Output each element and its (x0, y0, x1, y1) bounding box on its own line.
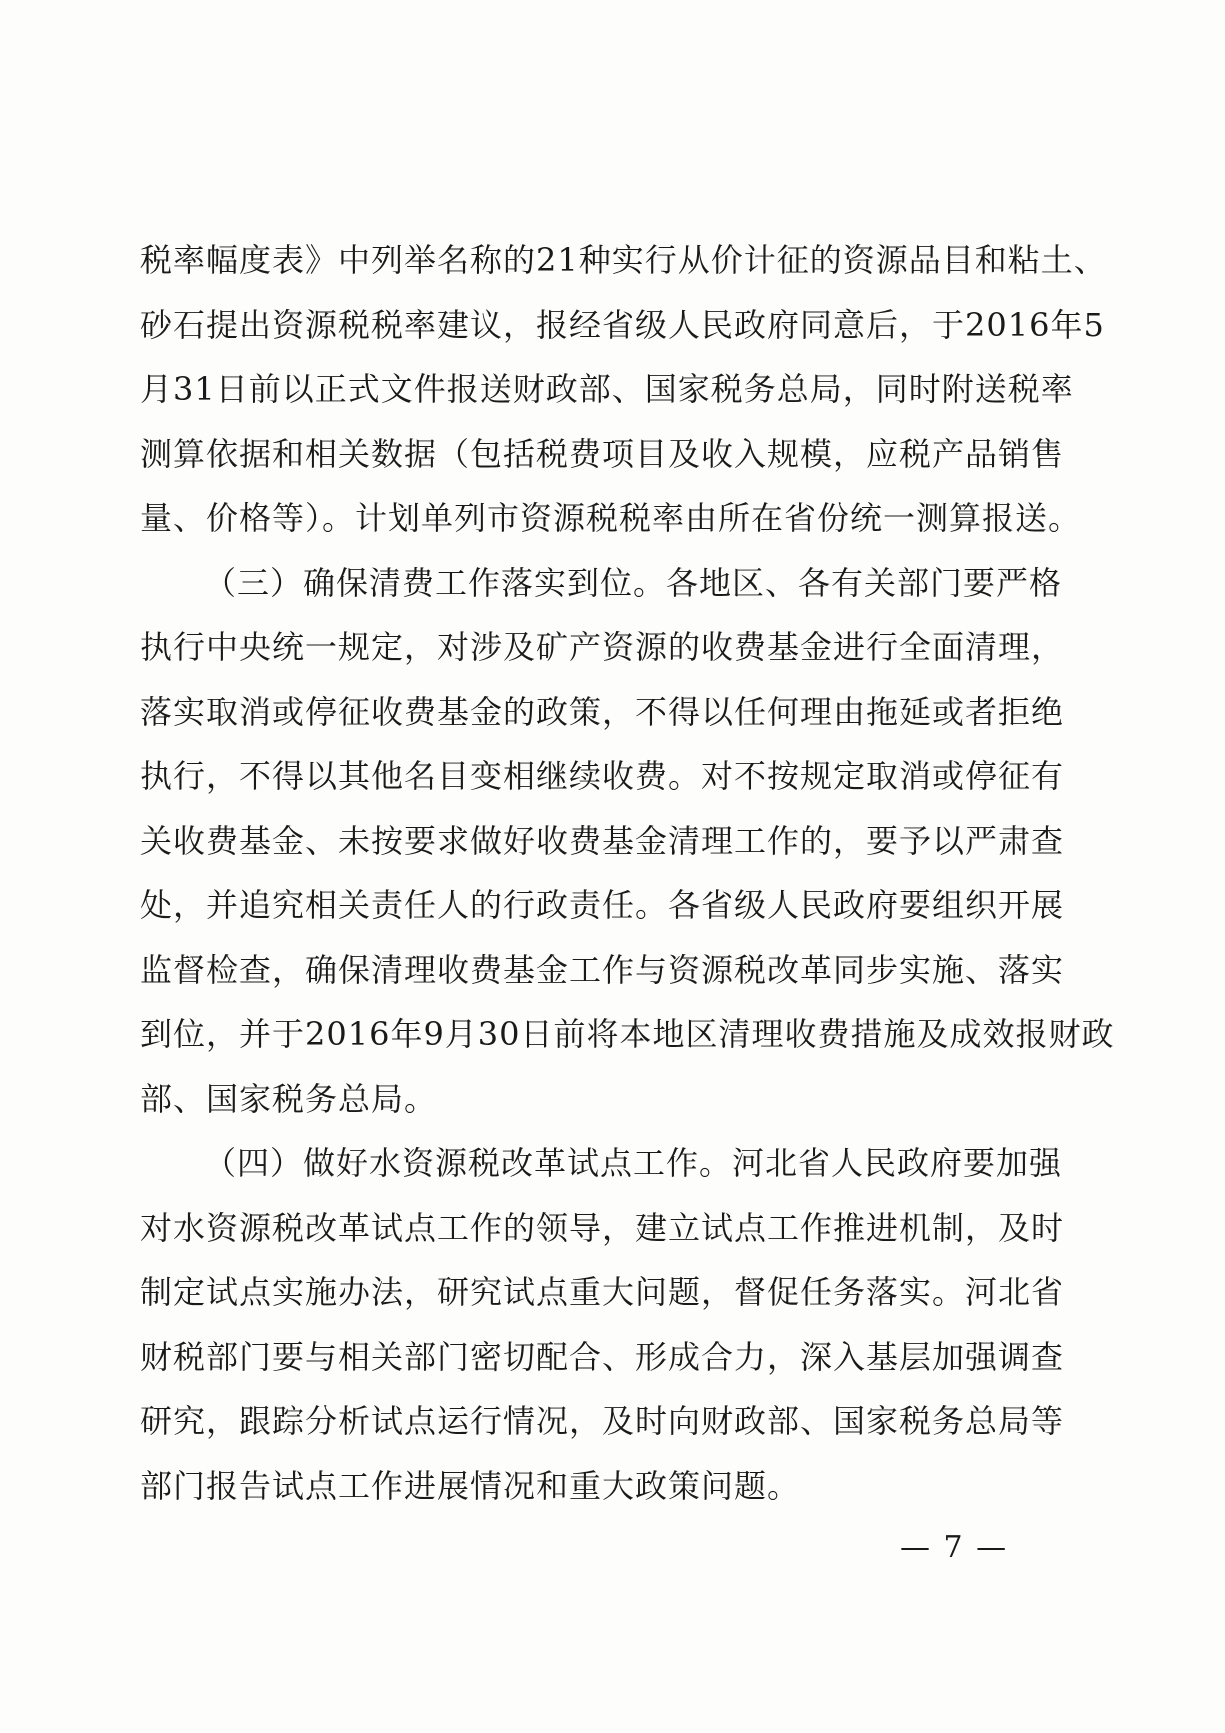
text-line: 落实取消或停征收费基金的政策，不得以任何理由拖延或者拒绝 (140, 692, 1065, 731)
text-line: 税率幅度表》中列举名称的21种实行从价计征的资源品目和粘土、 (140, 241, 1107, 279)
text-line: 处，并追究相关责任人的行政责任。各省级人民政府要组织开展 (140, 886, 1065, 924)
body-text (140, 228, 1115, 1518)
text-line: 部门报告试点工作进展情况和重大政策问题。 (140, 1466, 801, 1505)
text-line: 执行中央统一规定，对涉及矿产资源的收费基金进行全面清理， (140, 628, 1065, 666)
text-line: 量、价格等）。计划单列市资源税税率由所在省份统一测算报送。 (140, 499, 1082, 537)
text-line: 制定试点实施办法，研究试点重大问题，督促任务落实。河北省 (140, 1273, 1065, 1311)
paragraph-heading-4: （四）做好水资源税改革试点工作。河北省人民政府要加强 (204, 1144, 1063, 1182)
text-line: 研究，跟踪分析试点运行情况，及时向财政部、国家税务总局等 (140, 1402, 1065, 1440)
text-line: 月31日前以正式文件报送财政部、国家税务总局，同时附送税率 (140, 370, 1074, 408)
text-line: 关收费基金、未按要求做好收费基金清理工作的，要予以严肃查 (140, 821, 1065, 860)
text-line: 财税部门要与相关部门密切配合、形成合力，深入基层加强调查 (140, 1337, 1065, 1376)
text-line: 执行，不得以其他名目变相继续收费。对不按规定取消或停征有 (140, 757, 1065, 795)
text-line: 测算依据和相关数据（包括税费项目及收入规模，应税产品销售 (140, 434, 1065, 473)
paragraph-heading-3: （三）确保清费工作落实到位。各地区、各有关部门要严格 (204, 563, 1063, 602)
text-line: 对水资源税改革试点工作的领导，建立试点工作推进机制，及时 (140, 1208, 1065, 1247)
text-line: 部、国家税务总局。 (140, 1079, 438, 1118)
text-line: 砂石提出资源税税率建议，报经省级人民政府同意后，于2016年5 (140, 305, 1105, 344)
text-line: 到位，并于2016年9月30日前将本地区清理收费措施及成效报财政 (140, 1015, 1115, 1053)
text-line: 监督检查，确保清理收费基金工作与资源税改革同步实施、落实 (140, 950, 1065, 989)
page-number: — 7 — (900, 1530, 1009, 1565)
